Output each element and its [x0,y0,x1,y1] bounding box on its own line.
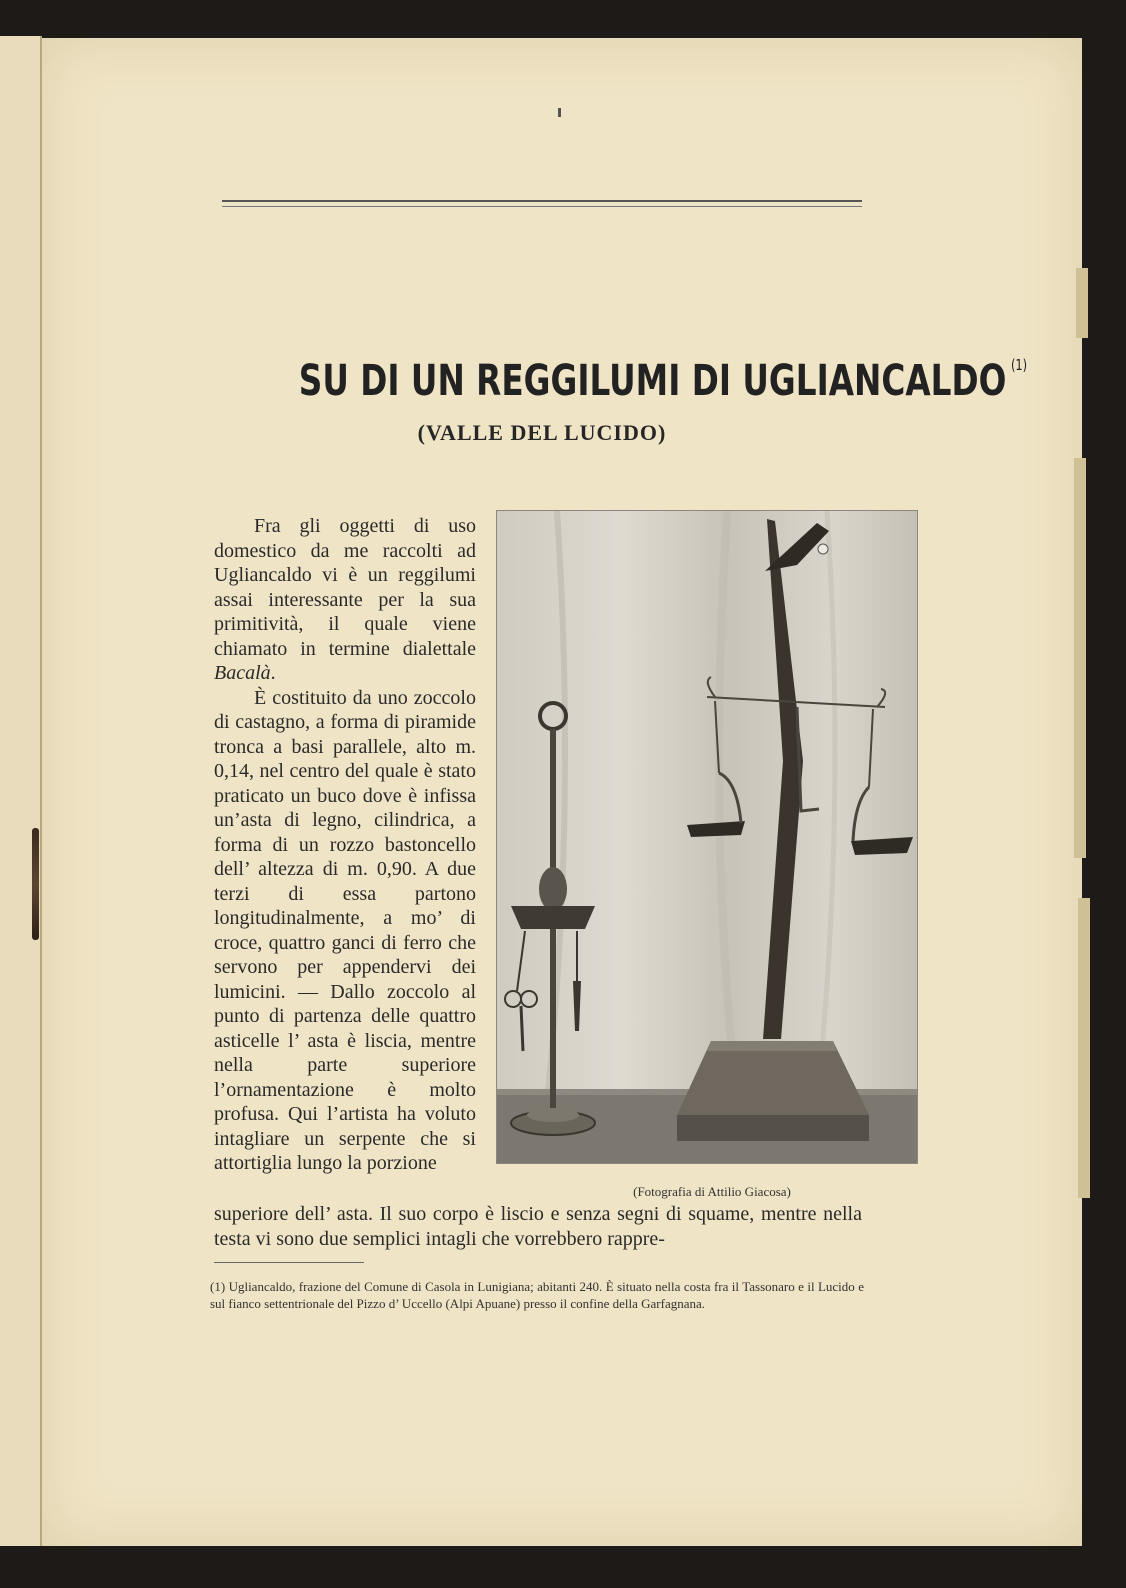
footnote-rule [214,1262,364,1263]
binding-thread [32,828,39,940]
header-rule-thin [222,206,862,207]
article-title-text: SU DI UN REGGILUMI DI UGLIANCALDO [298,356,1007,406]
paragraph-1 [214,514,476,686]
paragraph-1-text: Fra gli oggetti di uso domestico da me raccolti ad Ugliancaldo vi è un reggilumi assai interessante per la sua primitività, il quale viene chiamato in termine dialettale [214,515,476,660]
article-title [298,356,1028,406]
document-page [42,38,1082,1546]
page-edge-tab [1074,458,1086,858]
footnote: (1) Ugliancaldo, frazione del Comune di Casola in Lunigiana; abitanti 240. È situato nella costa fra il Tassonaro e il Lucido e sul fianco settentrionale del Pizzo d’ Uccello (Alpi Apuane) presso il confine della Garfagnana. [210,1279,864,1311]
page-edge-tab [1078,898,1090,1198]
photograph [496,510,918,1164]
page-mark [558,108,561,117]
paragraph-2: È costituito da uno zoccolo di castagno, a forma di piramide tronca a basi parallele, alto m. 0,14, nel centro del quale è stato praticato un buco dove è infissa un’asta di legno, cilindrica, a forma di un rozzo bastoncello dell’ altezza di m. 0,90. A due terzi di essa partono longitudinalmente, a mo’ di croce, quattro ganci di ferro che servono per appendervi dei lumicini. — Dallo zoccolo al punto di partenza delle quattro asticelle l’ asta è liscia, mentre nella parte superiore l’ornamentazione è molto profusa. Qui l’artista ha voluto intagliare un serpente che si attortiglia lungo la porzione [214,686,476,1174]
photo-caption: (Fotografia di Attilio Giacosa) [633,1184,791,1199]
page-edge-tab [1076,268,1088,338]
dialect-term: Bacalà [214,662,271,684]
facing-page-edge [0,36,42,1546]
article-body-column [214,514,476,1176]
header-rule [222,200,862,202]
paragraph-2-continuation: superiore dell’ asta. Il suo corpo è liscio e senza segni di squame, mentre nella testa vi sono due semplici intagli che vorrebbero rappre- [214,1203,862,1250]
article-subtitle: (VALLE DEL LUCIDO) [417,420,667,445]
title-footnote-mark: (1) [1010,356,1028,374]
paragraph-1-end: . [270,662,276,684]
photograph-image [497,511,917,1163]
